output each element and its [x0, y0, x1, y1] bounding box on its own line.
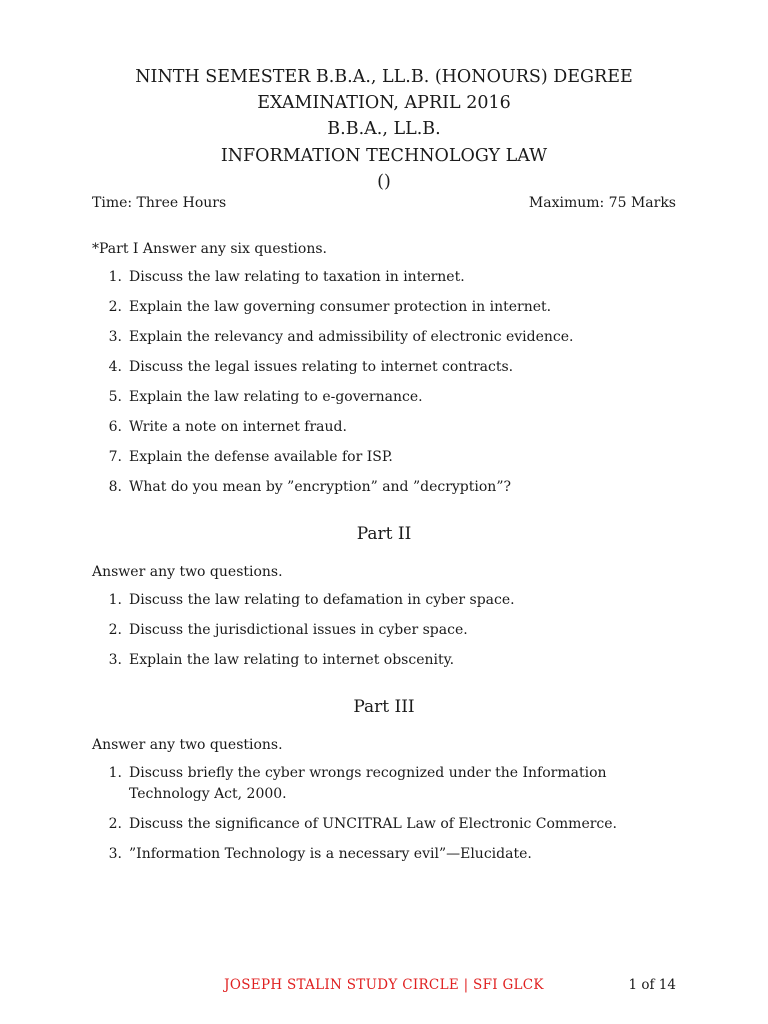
question-item	[92, 620, 676, 641]
part3-instruction: Answer any two questions.	[92, 737, 283, 753]
exam-meta-row	[92, 195, 676, 211]
question-text: Explain the relevancy and admissibility of electronic evidence.	[129, 329, 574, 345]
exam-header	[0, 64, 768, 195]
question-item	[92, 417, 676, 438]
question-text: Write a note on internet fraud.	[129, 419, 347, 435]
course-line: B.B.A., LL.B.	[327, 119, 441, 140]
question-item	[92, 814, 676, 835]
question-text: Discuss the jurisdictional issues in cyber space.	[129, 622, 468, 638]
question-item	[92, 357, 676, 378]
time-label: Time: Three Hours	[92, 195, 227, 211]
question-text: Discuss the significance of UNCITRAL Law of Electronic Commerce.	[129, 816, 618, 832]
question-item	[92, 267, 676, 288]
part1-instruction: *Part I Answer any six questions.	[92, 241, 327, 257]
question-number: 1.	[108, 765, 122, 781]
question-number: 4.	[108, 359, 122, 375]
part2-instruction: Answer any two questions.	[92, 564, 283, 580]
question-text: Discuss the law relating to taxation in internet.	[129, 269, 465, 285]
question-text: Discuss briefly the cyber wrongs recognized under the Information Technology Act, 2000.	[129, 765, 607, 802]
question-number: 6.	[108, 419, 122, 435]
question-text: What do you mean by ”encryption” and ”decryption”?	[129, 479, 511, 495]
question-item	[92, 650, 676, 671]
code-line: ()	[377, 171, 391, 192]
question-item	[92, 763, 676, 805]
question-number: 2.	[108, 299, 122, 315]
part3-heading: Part III	[353, 697, 415, 717]
question-text: Discuss the law relating to defamation in cyber space.	[129, 592, 515, 608]
question-number: 1.	[108, 592, 122, 608]
part3-question-list	[92, 763, 676, 865]
question-number: 2.	[108, 816, 122, 832]
part2-heading: Part II	[356, 524, 412, 544]
part1-question-list	[92, 267, 676, 498]
question-text: Explain the law relating to e-governance.	[129, 389, 423, 405]
question-text: Discuss the legal issues relating to internet contracts.	[129, 359, 514, 375]
question-item	[92, 844, 676, 865]
question-number: 2.	[108, 622, 122, 638]
question-text: Explain the defense available for ISP.	[129, 449, 393, 465]
question-number: 3.	[108, 846, 122, 862]
question-number: 3.	[108, 329, 122, 345]
part2-question-list	[92, 590, 676, 671]
question-number: 8.	[108, 479, 122, 495]
question-item	[92, 447, 676, 468]
question-item	[92, 387, 676, 408]
marks-label: Maximum: 75 Marks	[528, 195, 676, 211]
question-item	[92, 477, 676, 498]
question-item	[92, 297, 676, 318]
question-number: 1.	[108, 269, 122, 285]
subject-line: INFORMATION TECHNOLOGY LAW	[220, 145, 548, 166]
question-item	[92, 590, 676, 611]
question-item	[92, 327, 676, 348]
exam-title-line: NINTH SEMESTER B.B.A., LL.B. (HONOURS) DEGREE	[135, 67, 633, 87]
question-number: 3.	[108, 652, 122, 668]
page-number: 1 of 14	[628, 977, 676, 993]
question-text: ”Information Technology is a necessary evil”—Elucidate.	[129, 846, 532, 862]
question-text: Explain the law relating to internet obscenity.	[129, 652, 455, 668]
footer-credit: JOSEPH STALIN STUDY CIRCLE | SFI GLCK	[224, 977, 544, 993]
exam-date-line: EXAMINATION, APRIL 2016	[257, 93, 511, 114]
question-number: 7.	[108, 449, 122, 465]
question-number: 5.	[108, 389, 122, 405]
question-text: Explain the law governing consumer protection in internet.	[129, 299, 552, 315]
